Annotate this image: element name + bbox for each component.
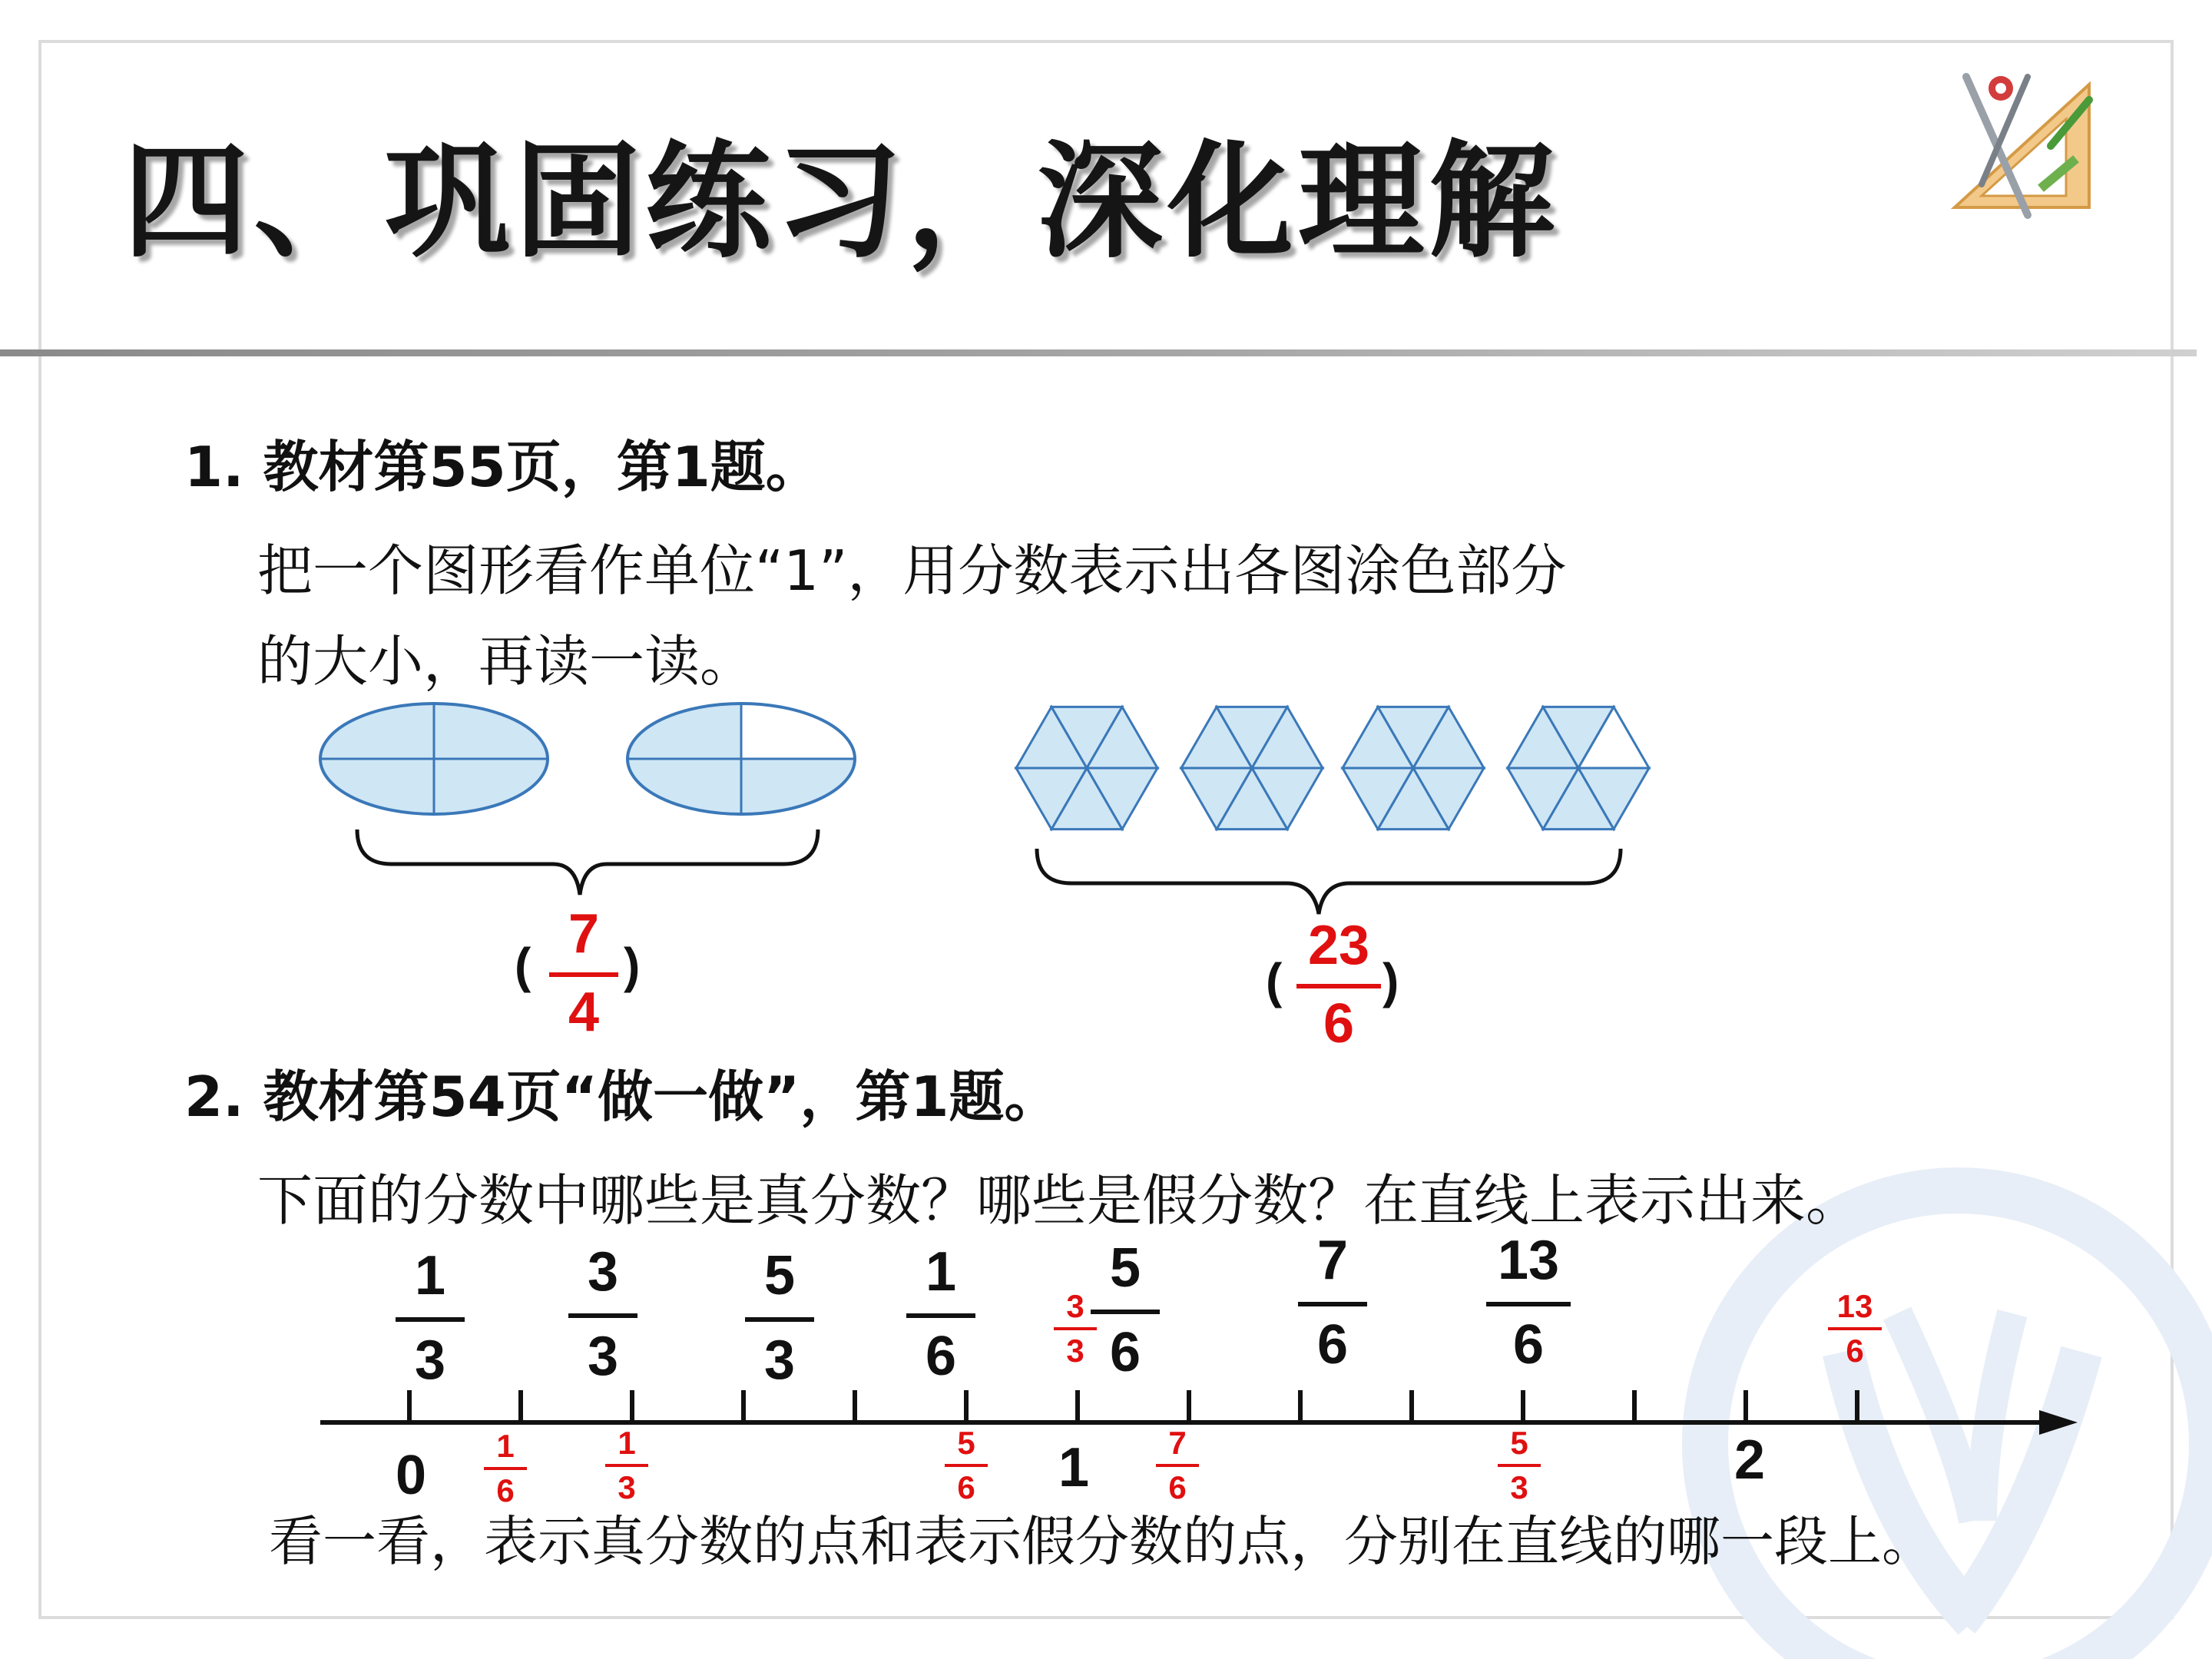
- hexagon-2: [1181, 707, 1323, 829]
- fraction-item: [745, 1245, 814, 1391]
- q1-instruction-line1: 把一个图形看作单位“1”，用分数表示出各图涂色部分: [257, 538, 1567, 603]
- paren-open-left: (: [515, 938, 531, 993]
- ellipse-full: [320, 704, 548, 814]
- page-title: 四、巩固练习，深化理解: [123, 128, 1560, 275]
- number-line: [319, 1375, 2085, 1452]
- answer-mark-denominator: 6: [1168, 1469, 1187, 1505]
- answer-fraction-right: [1296, 915, 1381, 1055]
- answer-mark-numerator: 5: [957, 1425, 975, 1461]
- fraction-numerator: 1: [414, 1245, 446, 1306]
- answer-mark-below: [605, 1427, 648, 1504]
- fraction-numerator: 13: [1497, 1230, 1560, 1291]
- answer-mark-numerator: 13: [1836, 1288, 1873, 1324]
- answer-mark-above: [1828, 1290, 1882, 1367]
- q2-instruction: 下面的分数中哪些是真分数？哪些是假分数？在直线上表示出来。: [257, 1168, 1862, 1233]
- fraction-item: [1486, 1230, 1571, 1376]
- fraction-denominator: 6: [1512, 1314, 1545, 1376]
- answer-mark-denominator: 6: [957, 1469, 975, 1505]
- ellipse-three-quarters: [628, 704, 855, 814]
- answer-left-denominator: 4: [568, 982, 600, 1043]
- answer-mark-denominator: 6: [1846, 1333, 1864, 1369]
- answer-mark-below: [484, 1430, 527, 1507]
- header-divider: [0, 349, 2197, 356]
- axis-arrow: [2039, 1410, 2078, 1435]
- answer-mark-denominator: 3: [618, 1469, 636, 1505]
- fraction-denominator: 6: [925, 1326, 957, 1387]
- geometry-tools-icon: [1936, 54, 2104, 223]
- answer-right-denominator: 6: [1323, 993, 1355, 1055]
- answer-mark-numerator: 5: [1510, 1425, 1528, 1461]
- paren-close-right: ): [1382, 953, 1399, 1008]
- fraction-item: [906, 1241, 975, 1387]
- answer-mark-numerator: 7: [1168, 1425, 1187, 1461]
- answer-right-numerator: 23: [1307, 915, 1370, 976]
- fraction-item: [396, 1245, 465, 1391]
- brace-right: [1033, 845, 1624, 922]
- fraction-item: [568, 1241, 637, 1387]
- fraction-denominator: 3: [763, 1330, 796, 1391]
- q1-instruction-line2: 的大小，再读一读。: [257, 629, 756, 694]
- hexagon-1: [1016, 707, 1157, 829]
- fraction-numerator: 3: [587, 1241, 619, 1303]
- q2-heading: 2. 教材第54页“做一做”，第1题。: [184, 1065, 1060, 1129]
- fraction-numerator: 1: [925, 1241, 957, 1303]
- fraction-denominator: 3: [587, 1326, 619, 1387]
- fraction-numerator: 5: [1109, 1237, 1141, 1299]
- answer-mark-below: [945, 1427, 988, 1504]
- answer-mark-below: [1498, 1427, 1541, 1504]
- fraction-denominator: 3: [414, 1330, 446, 1391]
- answer-mark-numerator: 1: [496, 1428, 515, 1464]
- paren-open-right: (: [1266, 953, 1283, 1008]
- answer-fraction-left: [549, 903, 618, 1043]
- answer-mark-denominator: 6: [496, 1472, 515, 1508]
- q2-footer: 看一看，表示真分数的点和表示假分数的点，分别在直线的哪一段上。: [269, 1510, 1936, 1573]
- q1-heading: 1. 教材第55页，第1题。: [184, 435, 821, 499]
- fraction-denominator: 6: [1109, 1322, 1141, 1383]
- ellipse-shapes: [319, 699, 872, 822]
- answer-mark-numerator: 1: [618, 1425, 636, 1461]
- answer-mark-above: [1054, 1290, 1097, 1367]
- hexagon-shapes: [1014, 691, 1674, 845]
- brace-left: [353, 826, 822, 902]
- axis-label-two: 2: [1734, 1429, 1766, 1491]
- paren-close-left: ): [624, 938, 641, 993]
- fraction-numerator: 5: [763, 1245, 796, 1306]
- answer-mark-below: [1156, 1427, 1199, 1504]
- axis-label-one: 1: [1058, 1437, 1090, 1498]
- answer-mark-denominator: 3: [1510, 1469, 1528, 1505]
- answer-left-numerator: 7: [568, 903, 600, 965]
- fraction-denominator: 6: [1316, 1314, 1349, 1376]
- hexagon-4: [1508, 707, 1649, 829]
- answer-mark-numerator: 3: [1066, 1288, 1084, 1324]
- fraction-numerator: 7: [1316, 1230, 1349, 1291]
- fraction-item: [1298, 1230, 1367, 1376]
- hexagon-3: [1343, 707, 1484, 829]
- fraction-item: [1091, 1237, 1160, 1383]
- axis-label-zero: 0: [396, 1445, 427, 1506]
- answer-mark-denominator: 3: [1066, 1333, 1084, 1369]
